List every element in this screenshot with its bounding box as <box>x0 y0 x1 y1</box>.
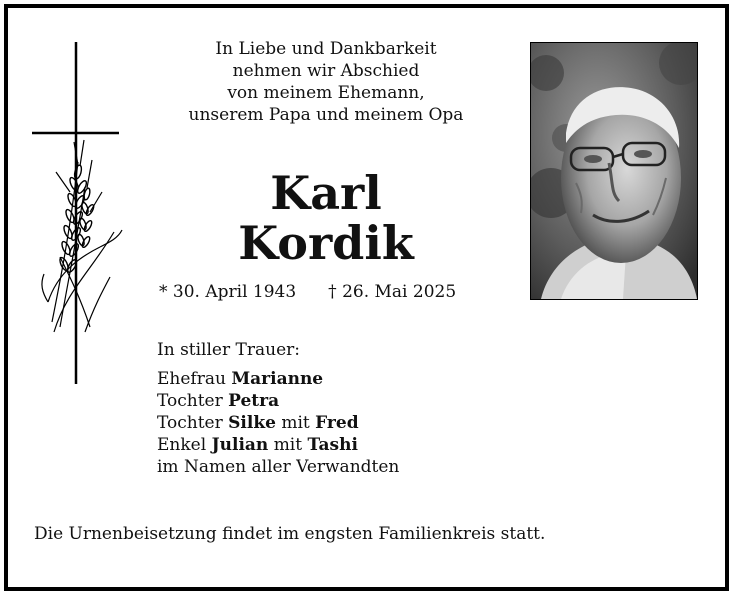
mourner-name: Marianne <box>231 369 324 389</box>
mourner-partner: Fred <box>315 413 359 433</box>
mourner-line <box>157 390 399 412</box>
mourners-list <box>157 368 399 478</box>
first-name: Karl <box>270 166 382 220</box>
cross-icon <box>32 42 119 384</box>
funeral-note: Die Urnenbeisetzung findet im engsten Familienkreis statt. <box>34 524 546 544</box>
deceased-name <box>150 168 502 268</box>
mourner-relation: Tochter <box>157 413 223 433</box>
cross-with-wheat-icon <box>30 42 125 387</box>
mourner-name: Julian <box>211 435 269 455</box>
birth-date: * 30. April 1943 <box>159 282 297 302</box>
mourner-with: mit <box>281 413 310 433</box>
mourner-name: Silke <box>228 413 276 433</box>
mourners-closing: im Namen aller Verwandten <box>157 457 400 477</box>
life-dates <box>159 282 456 302</box>
intro-line: von meinem Ehemann, <box>227 83 425 103</box>
portrait-photo <box>530 42 698 300</box>
mourner-relation: Ehefrau <box>157 369 226 389</box>
intro-line: In Liebe und Dankbarkeit <box>215 39 437 59</box>
mourner-relation: Enkel <box>157 435 207 455</box>
intro-line: unserem Papa und meinem Opa <box>188 105 464 125</box>
last-name: Kordik <box>238 216 414 270</box>
mourner-line <box>157 434 399 456</box>
mourner-line <box>157 368 399 390</box>
mourner-line <box>157 412 399 434</box>
intro-line: nehmen wir Abschied <box>232 61 420 81</box>
mourner-relation: Tochter <box>157 391 223 411</box>
intro-text <box>150 38 502 126</box>
wheat-ear-icon <box>42 140 122 332</box>
mourner-with: mit <box>273 435 303 455</box>
death-date: † 26. Mai 2025 <box>328 282 457 302</box>
mourners-heading: In stiller Trauer: <box>157 340 300 360</box>
mourner-partner: Tashi <box>307 435 358 455</box>
mourner-name: Petra <box>228 391 280 411</box>
